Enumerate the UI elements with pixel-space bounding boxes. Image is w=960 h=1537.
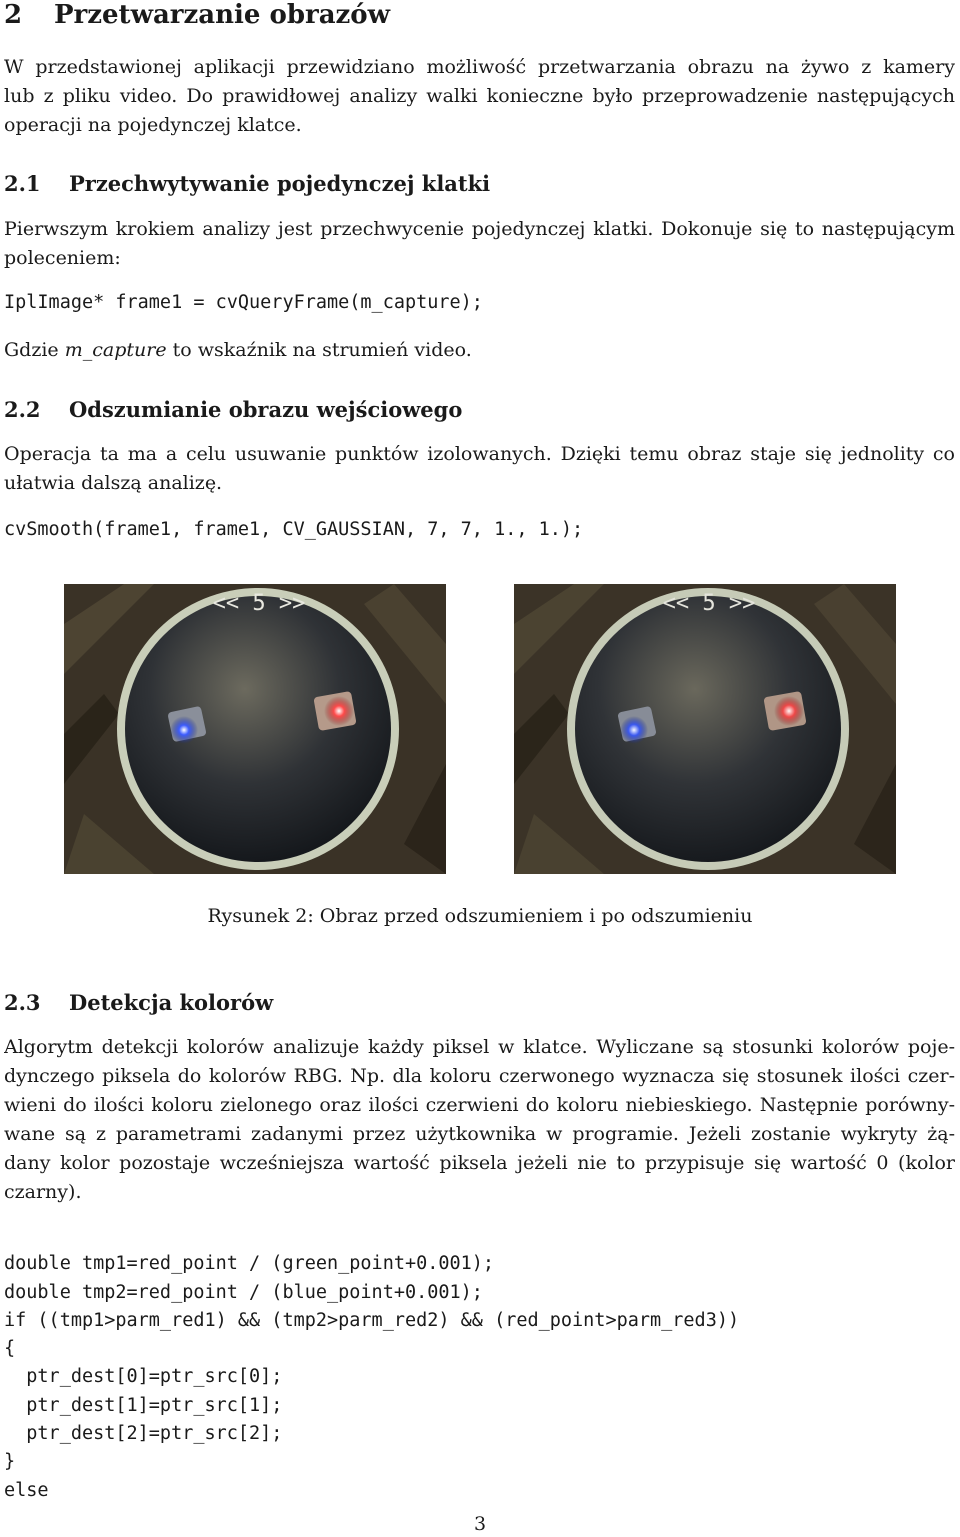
subsection-title: Detekcja kolorów xyxy=(69,990,274,1015)
photo-before-denoise xyxy=(64,584,446,874)
code-line-query-frame: IplImage* frame1 = cvQueryFrame(m_capture); xyxy=(4,292,483,313)
intro-paragraph xyxy=(4,53,955,140)
sub1-paragraph xyxy=(4,215,955,273)
sub3-line: czarny). xyxy=(4,1181,82,1203)
sub3-paragraph xyxy=(4,1033,955,1207)
subsection-number: 2.3 xyxy=(4,990,41,1015)
code-line: ptr_dest[1]=ptr_src[1]; xyxy=(4,1394,283,1416)
code-line: } xyxy=(4,1451,16,1473)
round-indicator: << 5 >> xyxy=(212,591,306,616)
subsection-number: 2.1 xyxy=(4,171,41,196)
subsection-title: Odszumianie obrazu wejściowego xyxy=(69,397,463,422)
section-title: Przetwarzanie obrazów xyxy=(54,0,391,30)
subsection-heading-2-3 xyxy=(4,990,273,1016)
code-line: { xyxy=(4,1338,16,1360)
sub3-line: wane są z parametrami zadanymi przez użytkownika w programie. Jeżeli zostanie wykryty żą- xyxy=(4,1123,955,1145)
sub3-line: Algorytm detekcji kolorów analizuje każdy piksel w klatce. Wyliczane są stosunki kolorów poje- xyxy=(4,1036,955,1058)
code-block-color-detection xyxy=(4,1222,739,1533)
code-line: else xyxy=(4,1479,49,1501)
note-prefix: Gdzie xyxy=(4,339,65,361)
section-heading xyxy=(4,0,390,30)
photo-after-denoise xyxy=(514,584,896,874)
figure-caption: Rysunek 2: Obraz przed odszumieniem i po odszumieniu xyxy=(207,905,753,927)
note-variable: m_capture xyxy=(64,339,167,361)
subsection-number: 2.2 xyxy=(4,397,41,422)
code-line: ptr_dest[2]=ptr_src[2]; xyxy=(4,1423,283,1445)
sub2-line: Operacja ta ma a celu usuwanie punktów izolowanych. Dzięki temu obraz staje się jednolity co xyxy=(4,443,955,465)
code-line: if ((tmp1>parm_red1) && (tmp2>parm_red2) && (red_point>parm_red3)) xyxy=(4,1309,740,1331)
intro-line: lub z pliku video. Do prawidłowej analizy walki konieczne było przeprowadzenie następujących xyxy=(4,85,955,107)
sub1-note xyxy=(4,336,955,365)
sub3-line: wieni do ilości koloru zielonego oraz ilości czerwieni do koloru niebieskiego. Następnie porówny- xyxy=(4,1094,955,1116)
round-indicator-after: << 5 >> xyxy=(662,591,756,616)
code-line: double tmp2=red_point / (blue_point+0.001); xyxy=(4,1281,483,1303)
subsection-heading-2-2 xyxy=(4,397,462,423)
arena-overlay-text-after xyxy=(663,591,756,616)
page-number: 3 xyxy=(473,1513,487,1535)
intro-line: operacji na pojedynczej klatce. xyxy=(4,114,302,136)
code-line: ptr_dest[0]=ptr_src[0]; xyxy=(4,1366,283,1388)
code-line-smooth: cvSmooth(frame1, frame1, CV_GAUSSIAN, 7, 7, 1., 1.); xyxy=(4,519,584,540)
intro-line: W przedstawionej aplikacji przewidziano możliwość przetwarzania obrazu na żywo z kamery xyxy=(4,56,955,78)
note-suffix: to wskaźnik na strumień video. xyxy=(166,339,472,361)
section-number: 2 xyxy=(4,0,23,30)
arena-overlay-text xyxy=(213,591,306,616)
sub1-line: poleceniem: xyxy=(4,247,121,269)
sub2-paragraph xyxy=(4,440,955,498)
code-line: double tmp1=red_point / (green_point+0.001); xyxy=(4,1253,495,1275)
subsection-title: Przechwytywanie pojedynczej klatki xyxy=(69,171,491,196)
sub3-line: dynczego piksela do kolorów RBG. Np. dla koloru czerwonego wyznacza się stosunek ilości czer- xyxy=(4,1065,955,1087)
sub1-line: Pierwszym krokiem analizy jest przechwycenie pojedynczej klatki. Dokonuje się to następującym xyxy=(4,218,955,240)
sub3-line: dany kolor pozostaje wcześniejsza wartość piksela jeżeli nie to przypisuje się wartość 0 (kolor xyxy=(4,1152,955,1174)
sub2-line: ułatwia dalszą analizę. xyxy=(4,472,223,494)
sub1-note-line xyxy=(4,336,955,365)
subsection-heading-2-1 xyxy=(4,171,490,197)
